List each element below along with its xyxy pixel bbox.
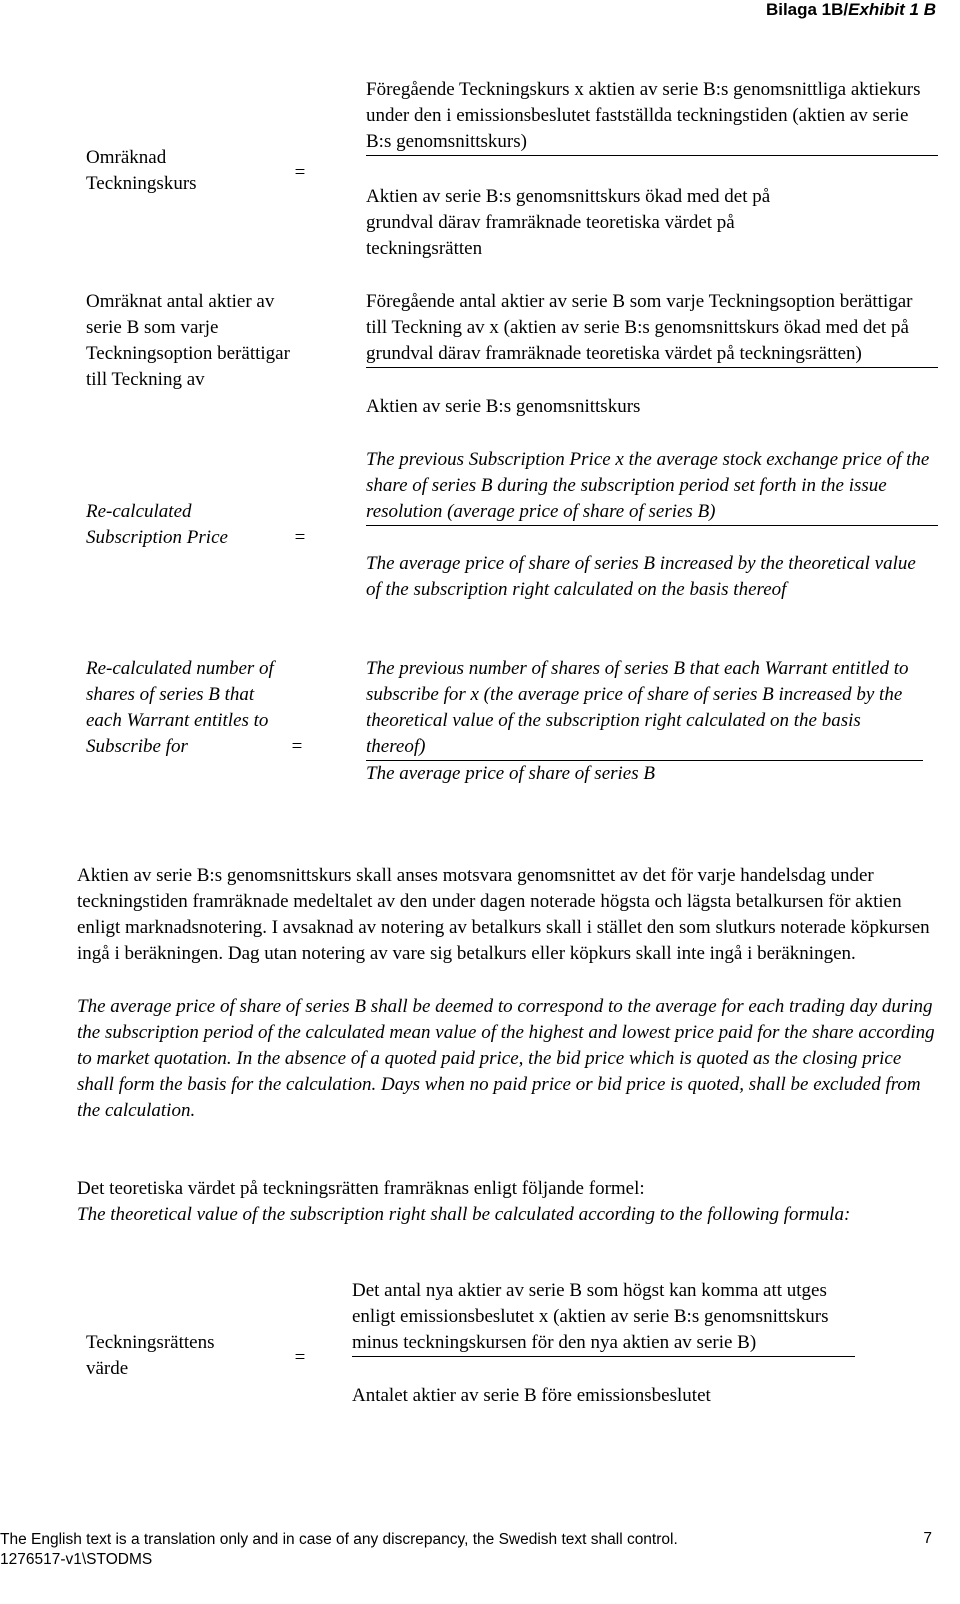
formula3-equals: = (294, 527, 306, 548)
header-english: Exhibit 1 B (848, 0, 936, 19)
paragraph-theoretical-value-en: The theoretical value of the subscription right shall be calculated according to the following formula: (77, 1204, 851, 1225)
page-number: 7 (923, 1530, 932, 1547)
formula5-numerator: Det antal nya aktier av serie B som högst kan komma att utges enligt emissionsbeslutet x (aktien av serie B:s genomsnittskurs minus teckningskursen för den nya aktien av serie B) (352, 1278, 855, 1357)
paragraph-average-price-sv: Aktien av serie B:s genomsnittskurs skall anses motsvara genomsnittet av det för varje handelsdag under teckningstiden framräknade medeltalet av den under dagen noterade högsta och lägsta betalkursen för aktien enligt marknadsnotering. I avsaknad av notering av betalkurs skall i stället den som slutkurs noterade köpkursen ingå i beräkningen. Dag utan notering av vare sig betalkurs eller köpkurs skall inte ingå i beräkningen. (77, 865, 930, 964)
paragraph-average-price-en: The average price of share of series B shall be deemed to correspond to the average for each trading day during the subscription period of the calculated mean value of the highest and lowest price paid for the share according to market quotation. In the absence of a quoted paid price, the bid price which is quoted as the closing price shall form the basis for the calculation. Days when no paid price or bid price is quoted, shall be excluded from the calculation. (77, 996, 935, 1121)
formula5-label: Teckningsrättens värde (86, 1332, 215, 1379)
footer-disclaimer: The English text is a translation only and in case of any discrepancy, the Swedish text shall control. (0, 1531, 678, 1548)
formula2-denominator: Aktien av serie B:s genomsnittskurs (366, 396, 641, 417)
formula3-denominator: The average price of share of series B increased by the theoretical value of the subscription right calculated on the basis thereof (366, 553, 916, 600)
formula5-denominator: Antalet aktier av serie B före emissionsbeslutet (352, 1385, 711, 1406)
formula2-numerator: Föregående antal aktier av serie B som varje Teckningsoption berättigar till Teckning av x (aktien av serie B:s genomsnittskurs ökad med det på grundval därav framräknade teoretiska värdet på teckningsrätten) (366, 289, 938, 368)
paragraph-theoretical-value-sv: Det teoretiska värdet på teckningsrätten framräknas enligt följande formel: (77, 1178, 645, 1199)
formula1-label: Omräknad Teckningskurs (86, 147, 197, 194)
formula5-equals: = (294, 1347, 306, 1368)
formula4-denominator: The average price of share of series B (366, 763, 655, 784)
formula4-numerator: The previous number of shares of series B that each Warrant entitled to subscribe for x (the average price of share of series B increased by the theoretical value of the subscription right calculated on the basis thereof) (366, 656, 923, 761)
footer-document-id: 1276517-v1\STODMS (0, 1551, 153, 1568)
formula3-label: Re-calculated Subscription Price (86, 501, 228, 548)
formula4-equals: = (291, 736, 303, 757)
formula1-denominator: Aktien av serie B:s genomsnittskurs ökad med det på grundval därav framräknade teoretiska värdet på teckningsrätten (366, 186, 771, 259)
header-swedish: Bilaga 1B/ (765, 0, 849, 19)
formula1-equals: = (294, 162, 306, 183)
formula1-numerator: Föregående Teckningskurs x aktien av serie B:s genomsnittliga aktiekurs under den i emissionsbeslutet fastställda teckningstiden (aktien av serie B:s genomsnittskurs) (366, 77, 938, 156)
formula4-label: Re-calculated number of shares of series B that each Warrant entitles to Subscribe for (86, 658, 274, 757)
formula3-numerator: The previous Subscription Price x the average stock exchange price of the share of series B during the subscription period set forth in the issue resolution (average price of share of series B) (366, 447, 938, 526)
formula2-label: Omräknat antal aktier av serie B som varje Teckningsoption berättigar till Teckning av (86, 291, 290, 390)
page-header (766, 0, 936, 20)
